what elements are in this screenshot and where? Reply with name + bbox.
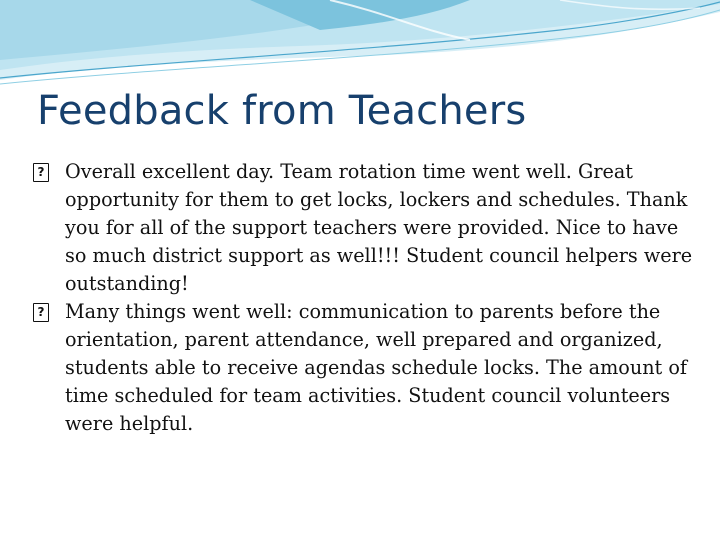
bullet-item [33,158,693,298]
missing-glyph-bullet-icon [33,303,49,322]
bullet-text: Many things went well: communication to parents before the orientation, parent attendance, well prepared and organized, students able to receive agendas schedule locks. The amount of time scheduled for team activities. Student council volunteers were helpful. [65,300,688,435]
header-wave-decoration [0,0,720,100]
bullet-list [33,158,693,438]
missing-glyph-bullet-icon [33,163,49,182]
slide-title: Feedback from Teachers [37,88,527,134]
bullet-text: Overall excellent day. Team rotation time went well. Great opportunity for them to get locks, lockers and schedules. Thank you for all of the support teachers were provided. Nice to have so much district support as well!!! Student council helpers were outstanding! [65,160,693,295]
bullet-item [33,298,693,438]
